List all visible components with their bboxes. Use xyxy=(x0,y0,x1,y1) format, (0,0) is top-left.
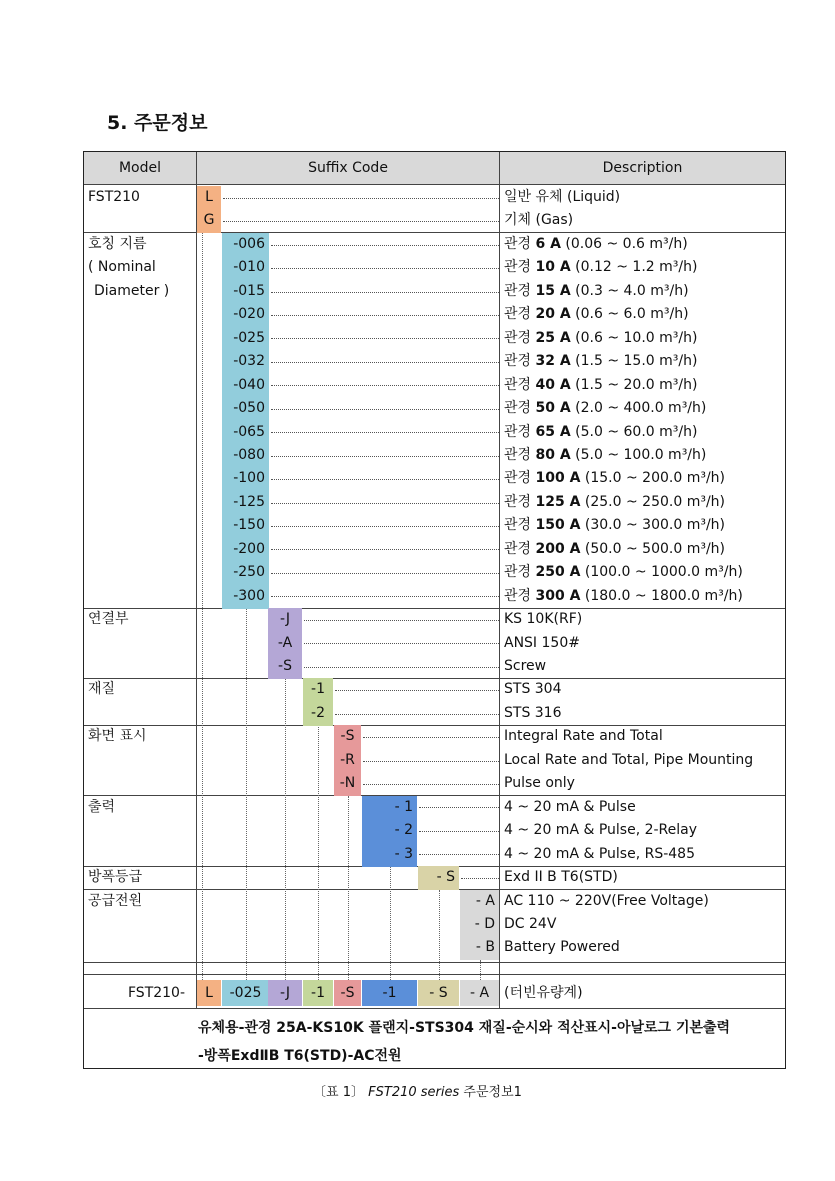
suffix-code-cell: -S xyxy=(334,725,361,749)
dotted-leader xyxy=(271,456,499,457)
diameter-prefix: 관경 xyxy=(504,517,532,534)
suffix-code-cell: -1 xyxy=(303,678,333,702)
diameter-size: 250 A xyxy=(535,564,581,581)
description-text xyxy=(504,421,697,444)
suffix-code-cell: L xyxy=(197,186,221,210)
diameter-prefix: 관경 xyxy=(504,235,532,252)
diameter-size: 6 A xyxy=(535,235,561,252)
dotted-leader xyxy=(271,292,499,293)
suffix-code-cell: -N xyxy=(334,772,361,796)
model-col-label: 연결부 xyxy=(88,611,129,628)
dotted-leader xyxy=(363,737,499,738)
suffix-code-cell: G xyxy=(197,209,221,233)
suffix-code-cell: -065 xyxy=(222,421,269,445)
description-text xyxy=(504,303,689,326)
caption-series: FST210 series xyxy=(368,1085,460,1100)
suffix-code-cell: -080 xyxy=(222,444,269,468)
code-guide-line xyxy=(348,796,349,980)
diameter-prefix: 관경 xyxy=(504,493,532,510)
description-text: Pulse only xyxy=(504,775,575,792)
model-col-label-0: 호칭 지름 xyxy=(88,235,147,252)
description-text xyxy=(504,397,706,420)
dotted-leader xyxy=(271,385,499,386)
diameter-prefix: 관경 xyxy=(504,329,532,346)
suffix-code-cell: -032 xyxy=(222,350,269,374)
dotted-leader xyxy=(271,503,499,504)
diameter-range: (25.0 ~ 250.0 m³/h) xyxy=(584,493,726,510)
model-col-label: 공급전원 xyxy=(88,892,143,909)
dotted-leader xyxy=(419,854,499,855)
diameter-size: 300 A xyxy=(535,587,581,604)
diameter-prefix: 관경 xyxy=(504,400,532,417)
code-guide-line xyxy=(439,890,440,980)
diameter-prefix: 관경 xyxy=(504,259,532,276)
dotted-leader xyxy=(419,831,499,832)
suffix-code-cell: -150 xyxy=(222,514,269,538)
suffix-code-cell: -J xyxy=(268,608,302,632)
suffix-code-cell: - 2 xyxy=(362,819,417,843)
dotted-leader xyxy=(304,620,499,621)
description-text xyxy=(504,280,689,303)
description-text xyxy=(504,327,697,350)
diameter-range: (2.0 ~ 400.0 m³/h) xyxy=(575,400,707,417)
diameter-size: 65 A xyxy=(535,423,571,440)
dotted-leader xyxy=(271,315,499,316)
diameter-size: 40 A xyxy=(535,376,571,393)
diameter-size: 10 A xyxy=(535,259,571,276)
description-text: 4 ~ 20 mA & Pulse xyxy=(504,798,636,815)
diameter-size: 80 A xyxy=(535,446,571,463)
suffix-code-cell: - S xyxy=(418,866,459,890)
table-caption xyxy=(0,1081,835,1100)
header-suffix-code: Suffix Code xyxy=(308,160,388,176)
dotted-leader xyxy=(271,596,499,597)
dotted-leader xyxy=(271,549,499,550)
example-row-bottom xyxy=(84,1008,785,1009)
diameter-prefix: 관경 xyxy=(504,376,532,393)
code-guide-line xyxy=(318,725,319,980)
description-text: STS 304 xyxy=(504,681,562,698)
diameter-size: 15 A xyxy=(535,282,571,299)
model-col-label: 출력 xyxy=(88,798,116,815)
description-text xyxy=(504,374,697,397)
suffix-code-cell: -010 xyxy=(222,256,269,280)
model-col-label-1: ( Nominal xyxy=(88,259,156,276)
code-guide-line xyxy=(480,960,481,980)
example-code-cell: -J xyxy=(268,980,302,1006)
diameter-range: (5.0 ~ 100.0 m³/h) xyxy=(575,446,707,463)
section-heading: 5. 주문정보 xyxy=(107,112,208,134)
diameter-prefix: 관경 xyxy=(504,446,532,463)
diameter-size: 20 A xyxy=(535,306,571,323)
model-column-divider xyxy=(196,152,197,1008)
suffix-code-cell: -125 xyxy=(222,491,269,515)
description-text: Integral Rate and Total xyxy=(504,728,663,745)
model-col-label-2: Diameter ) xyxy=(94,282,170,299)
description-text xyxy=(504,467,725,490)
suffix-code-cell: -300 xyxy=(222,585,269,609)
diameter-range: (1.5 ~ 15.0 m³/h) xyxy=(575,353,698,370)
description-text: Screw xyxy=(504,658,547,674)
description-text: 4 ~ 20 mA & Pulse, RS-485 xyxy=(504,845,695,862)
description-text: 기체 (Gas) xyxy=(504,212,574,229)
dotted-leader xyxy=(271,362,499,363)
diameter-range: (180.0 ~ 1800.0 m³/h) xyxy=(584,587,743,604)
suffix-code-cell: -2 xyxy=(303,702,333,726)
suffix-code-cell: - 3 xyxy=(362,843,417,867)
description-text: AC 110 ~ 220V(Free Voltage) xyxy=(504,892,709,909)
diameter-prefix: 관경 xyxy=(504,306,532,323)
suffix-code-cell: -S xyxy=(268,655,302,679)
model-col-label: FST210 xyxy=(88,189,140,205)
caption-suffix: 주문정보1 xyxy=(463,1085,522,1100)
description-text xyxy=(504,538,725,561)
description-text xyxy=(504,233,688,256)
suffix-code-cell: - B xyxy=(460,936,499,960)
suffix-code-cell: -025 xyxy=(222,327,269,351)
dotted-leader xyxy=(335,690,499,691)
dotted-leader xyxy=(271,432,499,433)
dotted-leader xyxy=(271,338,499,339)
description-text: Local Rate and Total, Pipe Mounting xyxy=(504,751,754,768)
dotted-leader xyxy=(271,409,499,410)
blank-row-bottom xyxy=(84,974,785,975)
description-column-divider xyxy=(499,152,500,1008)
suffix-code-cell: -R xyxy=(334,749,361,773)
example-code-cell: -1 xyxy=(303,980,333,1006)
model-col-label: 방폭등급 xyxy=(88,869,143,886)
example-code-cell: -S xyxy=(334,980,361,1006)
description-text xyxy=(504,350,697,373)
description-text: KS 10K(RF) xyxy=(504,611,583,628)
diameter-prefix: 관경 xyxy=(504,470,532,487)
diameter-range: (0.6 ~ 6.0 m³/h) xyxy=(575,306,689,323)
diameter-prefix: 관경 xyxy=(504,282,532,299)
diameter-range: (15.0 ~ 200.0 m³/h) xyxy=(584,470,726,487)
code-guide-line xyxy=(246,608,247,980)
suffix-code-cell: -200 xyxy=(222,538,269,562)
description-text xyxy=(504,491,725,514)
description-text: STS 316 xyxy=(504,704,562,721)
diameter-range: (1.5 ~ 20.0 m³/h) xyxy=(575,376,698,393)
section-divider xyxy=(84,795,785,796)
diameter-prefix: 관경 xyxy=(504,353,532,370)
description-text xyxy=(504,514,725,537)
description-text xyxy=(504,256,697,279)
dotted-leader xyxy=(363,784,499,785)
code-guide-line xyxy=(202,233,203,980)
description-text: Exd II B T6(STD) xyxy=(504,869,618,886)
suffix-code-cell: -100 xyxy=(222,467,269,491)
dotted-leader xyxy=(271,268,499,269)
example-code-cell: -025 xyxy=(222,980,269,1006)
diameter-size: 100 A xyxy=(535,470,581,487)
summary-line-1: 유체용-관경 25A-KS10K 플랜지-STS304 재질-순시와 적산표시-아날로그 기본출력 xyxy=(198,1020,731,1036)
suffix-code-cell: -006 xyxy=(222,233,269,257)
diameter-range: (100.0 ~ 1000.0 m³/h) xyxy=(584,564,743,581)
diameter-size: 125 A xyxy=(535,493,581,510)
diameter-size: 200 A xyxy=(535,540,581,557)
description-text: ANSI 150# xyxy=(504,634,580,651)
suffix-code-cell: - A xyxy=(460,890,499,914)
suffix-code-cell: -250 xyxy=(222,561,269,585)
dotted-leader xyxy=(461,878,499,879)
diameter-prefix: 관경 xyxy=(504,564,532,581)
diameter-prefix: 관경 xyxy=(504,587,532,604)
example-code-cell: L xyxy=(197,980,221,1006)
header-bottom-line xyxy=(84,184,785,185)
diameter-prefix: 관경 xyxy=(504,423,532,440)
dotted-leader xyxy=(271,245,499,246)
diameter-range: (0.12 ~ 1.2 m³/h) xyxy=(575,259,698,276)
section-divider xyxy=(84,725,785,726)
header-description: Description xyxy=(602,160,683,176)
diameter-range: (0.06 ~ 0.6 m³/h) xyxy=(565,235,688,252)
example-code-cell: - S xyxy=(418,980,459,1006)
suffix-code-cell: -015 xyxy=(222,280,269,304)
example-model: FST210- xyxy=(128,985,186,1001)
dotted-leader xyxy=(271,573,499,574)
dotted-leader xyxy=(271,479,499,480)
code-guide-line xyxy=(285,678,286,979)
dotted-leader xyxy=(304,643,499,644)
suffix-code-cell: - 1 xyxy=(362,796,417,820)
dotted-leader xyxy=(223,198,499,199)
dotted-leader xyxy=(223,221,499,222)
diameter-range: (0.6 ~ 10.0 m³/h) xyxy=(575,329,698,346)
description-text xyxy=(504,585,743,608)
dotted-leader xyxy=(419,807,499,808)
suffix-code-cell: - D xyxy=(460,913,499,937)
example-description: (터빈유량계) xyxy=(504,985,583,1001)
diameter-range: (0.3 ~ 4.0 m³/h) xyxy=(575,282,689,299)
dotted-leader xyxy=(271,526,499,527)
description-text: 4 ~ 20 mA & Pulse, 2-Relay xyxy=(504,822,698,839)
diameter-range: (30.0 ~ 300.0 m³/h) xyxy=(584,517,726,534)
summary-line-2: -방폭ExdⅡB T6(STD)-AC전원 xyxy=(198,1048,402,1064)
description-text: Battery Powered xyxy=(504,939,620,956)
dotted-leader xyxy=(335,714,499,715)
diameter-range: (50.0 ~ 500.0 m³/h) xyxy=(584,540,726,557)
diameter-size: 50 A xyxy=(535,400,571,417)
caption-prefix: 〔표 1〕 xyxy=(313,1085,365,1100)
header-model: Model xyxy=(118,160,162,176)
suffix-code-cell: -020 xyxy=(222,303,269,327)
example-code-cell: -1 xyxy=(362,980,417,1006)
description-text: 일반 유체 (Liquid) xyxy=(504,189,621,205)
model-col-label: 재질 xyxy=(88,681,116,698)
diameter-range: (5.0 ~ 60.0 m³/h) xyxy=(575,423,698,440)
section-divider xyxy=(84,678,785,679)
code-guide-line xyxy=(390,866,391,980)
diameter-prefix: 관경 xyxy=(504,540,532,557)
description-text xyxy=(504,561,743,584)
suffix-code-cell: -040 xyxy=(222,374,269,398)
description-text: DC 24V xyxy=(504,915,557,932)
example-code-cell: - A xyxy=(460,980,499,1006)
dotted-leader xyxy=(363,761,499,762)
suffix-code-cell: -050 xyxy=(222,397,269,421)
diameter-size: 150 A xyxy=(535,517,581,534)
blank-row-top xyxy=(84,962,785,963)
suffix-code-cell: -A xyxy=(268,632,302,656)
diameter-size: 25 A xyxy=(535,329,571,346)
dotted-leader xyxy=(304,667,499,668)
model-col-label: 화면 표시 xyxy=(88,728,147,745)
description-text xyxy=(504,444,706,467)
diameter-size: 32 A xyxy=(535,353,571,370)
